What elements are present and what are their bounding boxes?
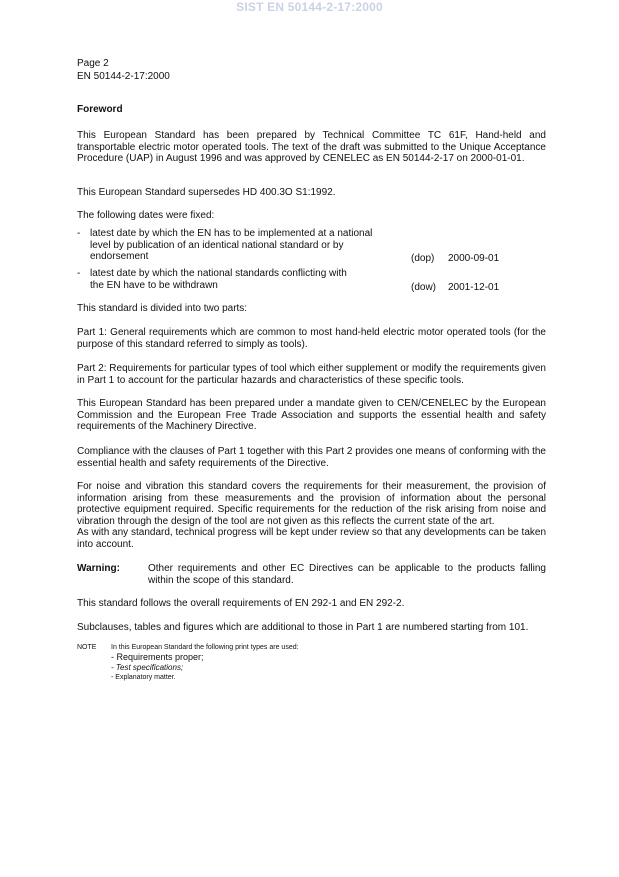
paragraph-text: Part 2: Requirements for particular types of tool which either supplement or modify the requirements given in Part 1 to account for the particular hazards and characteristics of these specific tools. xyxy=(77,363,546,386)
note-item-test-specifications: - Test specifications; xyxy=(111,663,184,672)
paragraph-text: Part 1: General requirements which are common to most hand-held electric motor operated tools (for the purpose of this standard referred to simply as tools). xyxy=(77,327,546,350)
warning-label: Warning: xyxy=(77,563,120,574)
paragraph-text: Subclauses, tables and figures which are additional to those in Part 1 are numbered starting from 101. xyxy=(77,622,529,633)
date-value: 2000-09-01 xyxy=(448,253,500,264)
paragraph-text: This standard is divided into two parts: xyxy=(77,303,248,314)
paragraph-text: Compliance with the clauses of Part 1 together with this Part 2 provides one means of conforming with the essential health and safety requirements of the Directive. xyxy=(77,446,546,469)
paragraph-noise-vibration xyxy=(77,481,546,551)
list-dash: - xyxy=(77,228,81,239)
paragraph-part2 xyxy=(77,363,546,386)
date-value: 2001-12-01 xyxy=(448,282,500,293)
list-dash: - xyxy=(77,268,81,279)
paragraph-parts-intro xyxy=(77,303,546,315)
paragraph-text: This European Standard supersedes HD 400.3O S1:1992. xyxy=(77,187,336,198)
paragraph-supersedes xyxy=(77,187,546,199)
paragraph-dates-intro xyxy=(77,210,546,222)
note-label: NOTE xyxy=(77,644,97,651)
note-item-requirements: - Requirements proper; xyxy=(111,652,204,662)
paragraph-text: The following dates were fixed: xyxy=(77,210,215,221)
dates-list xyxy=(77,228,507,298)
date-abbreviation: (dop) xyxy=(411,253,435,264)
note-block xyxy=(77,643,299,683)
warning-block xyxy=(77,563,546,586)
paragraph-part1 xyxy=(77,327,546,350)
date-description: latest date by which the EN has to be implemented at a national level by publication of an identical national standard or by endorsement xyxy=(90,228,373,263)
paragraph-text: This European Standard has been prepared by Technical Committee TC 61F, Hand-held and transportable electric motor operated tools. The text of the draft was submitted to the Unique Acceptance Procedure (UAP) in August 1996 and was approved by CENELEC as EN 50144-2-17 on 2000-01-01. xyxy=(77,130,546,165)
list-item xyxy=(77,228,507,268)
paragraph-text: As with any standard, technical progress will be kept under review so that any developments can be taken into account. xyxy=(77,527,546,550)
page-number: Page 2 xyxy=(77,58,109,69)
paragraph-numbering xyxy=(77,622,546,634)
watermark: SIST EN 50144-2-17:2000 xyxy=(236,0,383,14)
paragraph-intro xyxy=(77,130,546,165)
foreword-heading: Foreword xyxy=(77,104,123,115)
page-header xyxy=(77,57,170,83)
list-item xyxy=(77,268,507,298)
paragraph-compliance xyxy=(77,446,546,469)
note-intro: In this European Standard the following print types are used: xyxy=(111,644,299,651)
date-description: latest date by which the national standards conflicting with the EN have to be withdrawn xyxy=(90,268,347,291)
paragraph-text: This European Standard has been prepared under a mandate given to CEN/CENELEC by the European Commission and the European Free Trade Association and supports the essential health and safety requirements of the Machinery Directive. xyxy=(77,398,546,433)
warning-text: Other requirements and other EC Directives can be applicable to the products falling within the scope of this standard. xyxy=(148,563,546,586)
paragraph-text: For noise and vibration this standard covers the requirements for their measurement, the provision of information arising from these measurements and the provision of information about the personal protective equipment required. Specific requirements for the reduction of the risk arising from noise and vibration through the design of the tool are not given as this reflects the current state of the art. xyxy=(77,481,546,527)
document-id: EN 50144-2-17:2000 xyxy=(77,71,170,82)
paragraph-en292 xyxy=(77,598,546,610)
note-item-explanatory: - Explanatory matter. xyxy=(111,674,176,681)
paragraph-mandate xyxy=(77,398,546,433)
date-abbreviation: (dow) xyxy=(411,282,437,293)
paragraph-text: This standard follows the overall requirements of EN 292-1 and EN 292-2. xyxy=(77,598,405,609)
